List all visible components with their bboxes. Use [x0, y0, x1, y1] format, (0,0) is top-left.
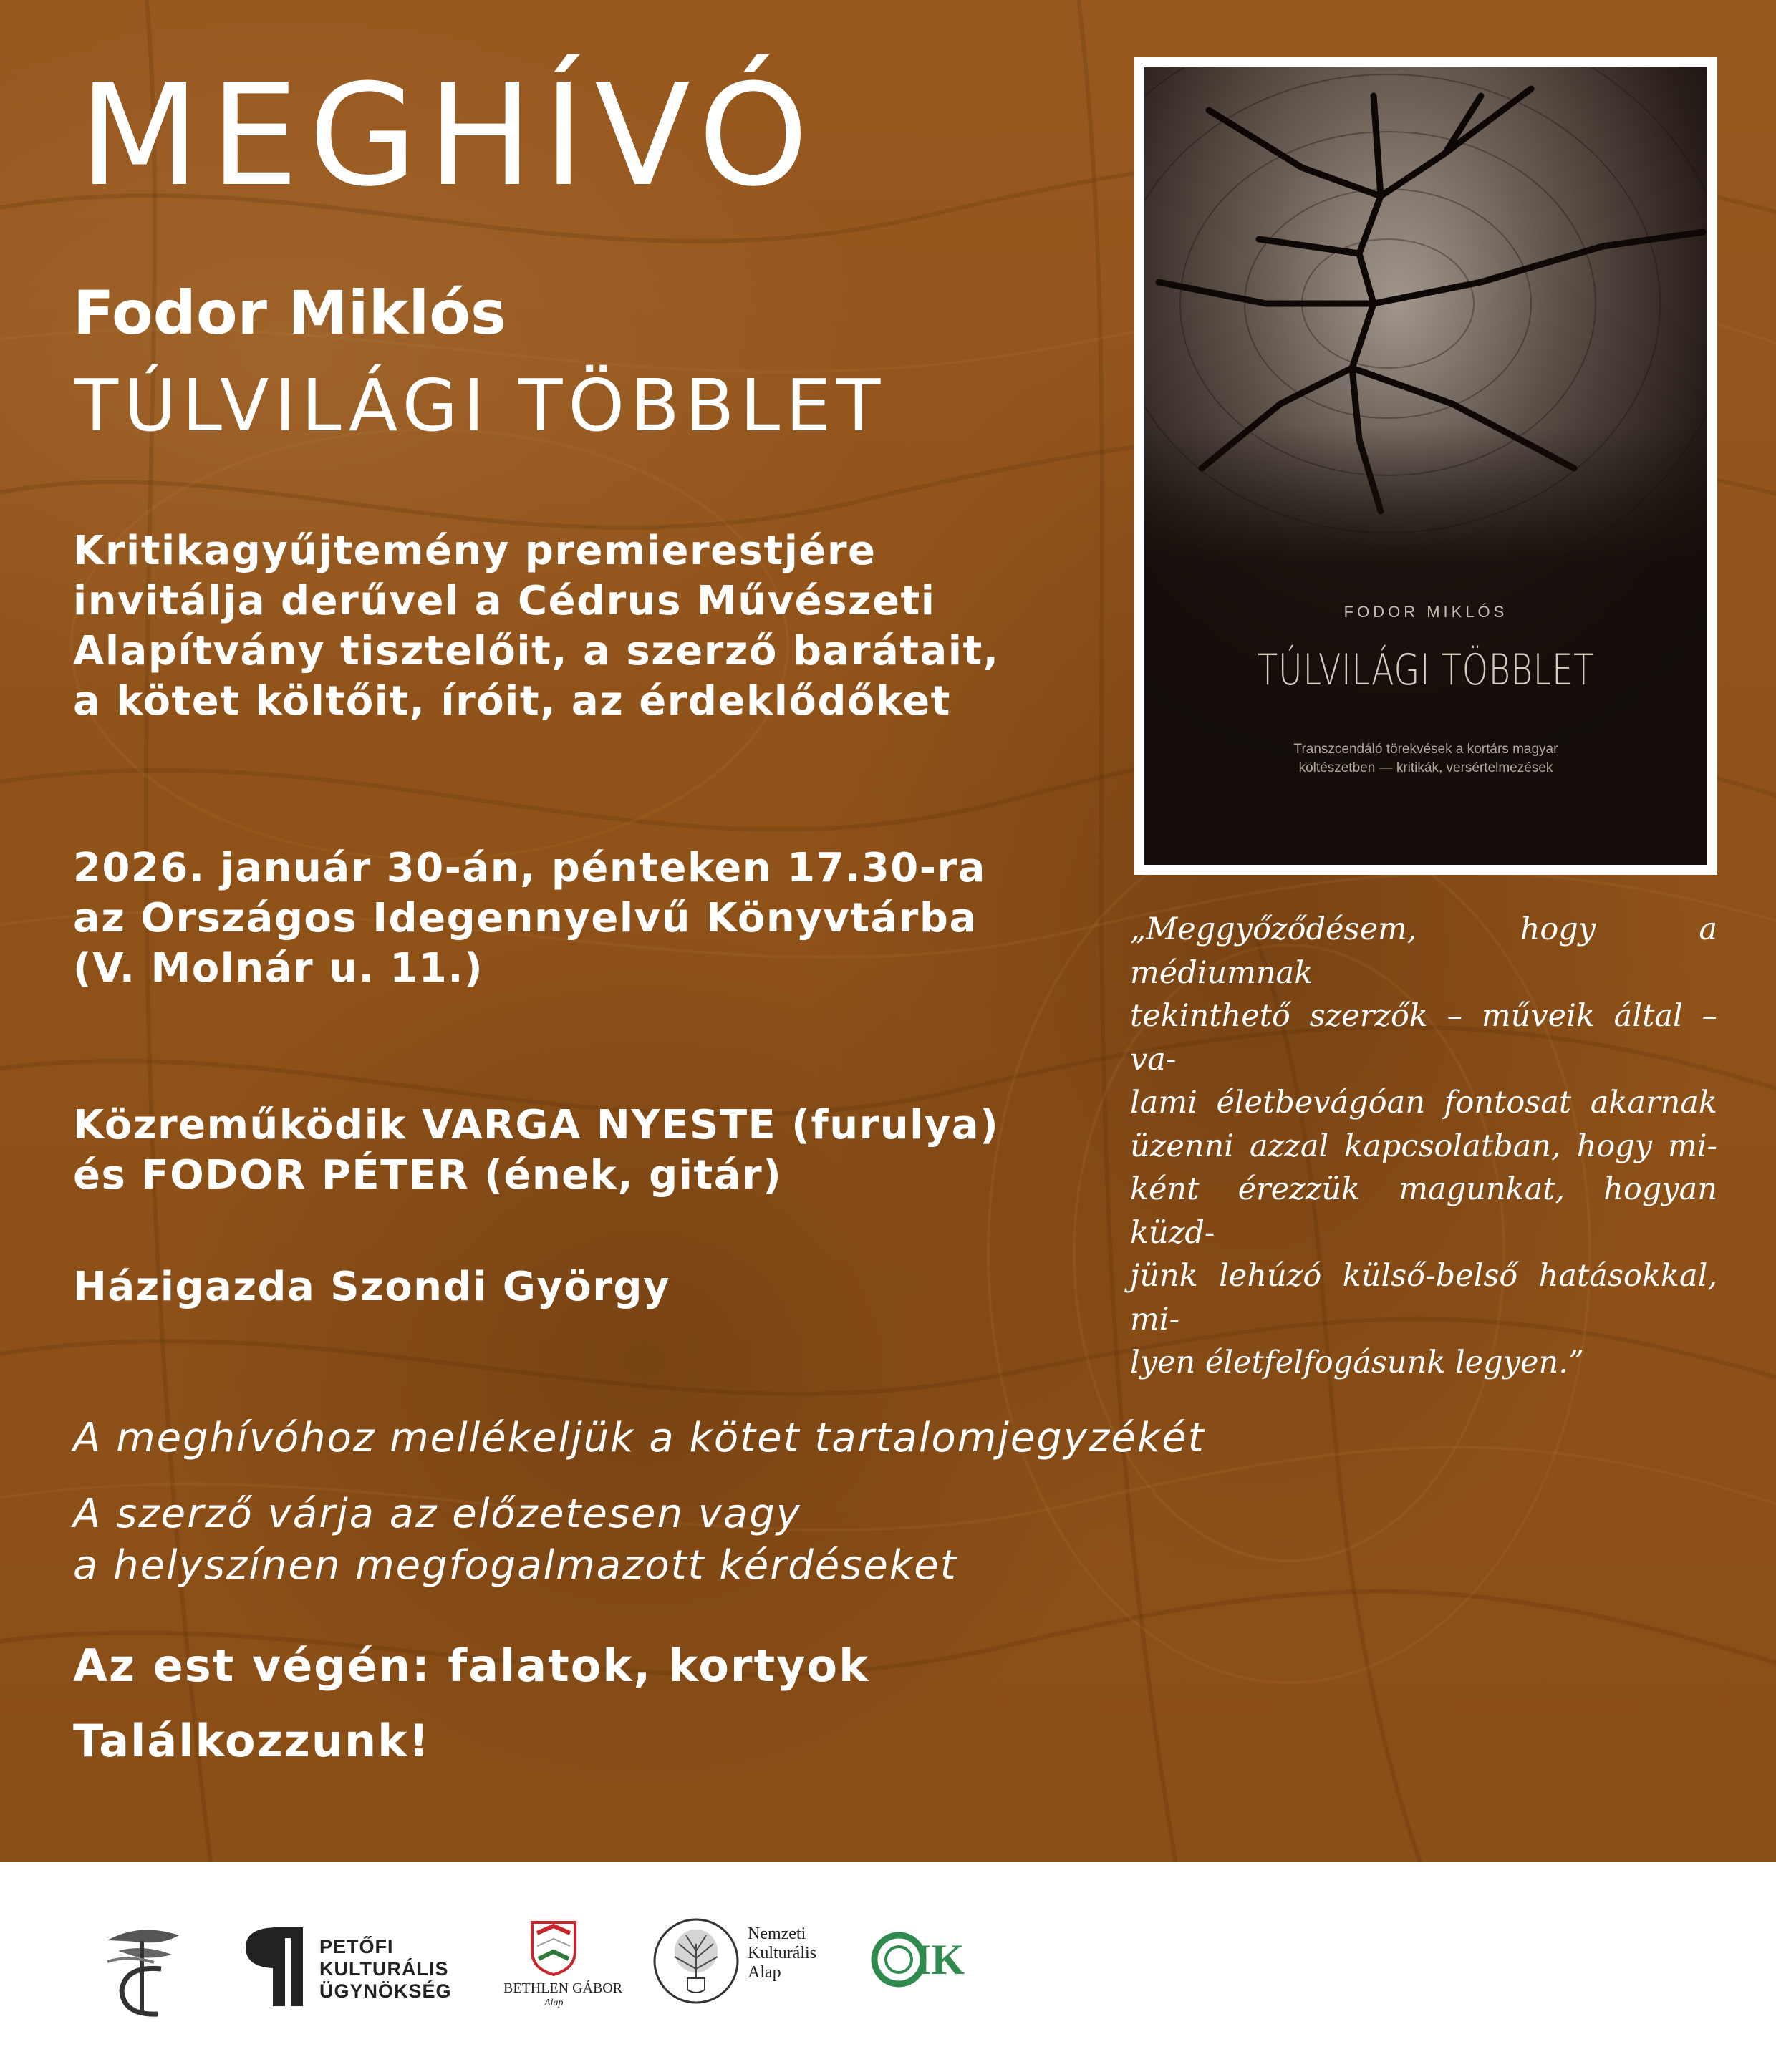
- nka-tree-emblem: [650, 1915, 742, 2007]
- cover-title: TÚLVILÁGI TÖBBLET: [1258, 645, 1696, 695]
- invitation-text: [73, 526, 1000, 727]
- quote-line: lami életbevágóan fontosat akarnak: [1130, 1085, 1717, 1120]
- cover-author: FODOR MIKLÓS: [1343, 603, 1508, 621]
- author-quote: [1130, 908, 1717, 1385]
- date-line: 2026. január 30-án, pénteken 17.30-ra: [73, 845, 986, 891]
- performer-line: és FODOR PÉTER (ének, gitár): [73, 1152, 783, 1199]
- nka-line: Nemzeti: [748, 1925, 806, 1943]
- petofi-line: KULTURÁLIS: [319, 1958, 449, 1980]
- nka-logo-text: [748, 1925, 816, 1983]
- questions-line: A szerző várja az előzetesen vagy: [73, 1491, 801, 1537]
- petofi-line: PETŐFI: [319, 1936, 394, 1957]
- quote-line: jünk lehúzó külső-belső hatásokkal, mi-: [1130, 1258, 1717, 1337]
- book-cover: [1134, 57, 1717, 875]
- bethlen-sub: Alap: [544, 1998, 564, 2008]
- invitation-line: Alapítvány tisztelőit, a szerző barátait,: [73, 628, 1000, 674]
- book-cover-art: [1144, 67, 1707, 865]
- invitation-line: Kritikagyűjtemény premierestjére: [73, 528, 877, 574]
- cover-subtitle-line: Transzcendáló törekvések a kortárs magyar: [1293, 742, 1558, 757]
- oik-text: IK: [914, 1936, 965, 1983]
- invitation-line: invitálja derűvel a Cédrus Művészeti: [73, 578, 936, 624]
- sponsor-logos-bar: [0, 1862, 1776, 2072]
- quote-line: ként érezzük magunkat, hogyan küzd-: [1130, 1171, 1717, 1251]
- invitation-line: a kötet költőit, íróit, az érdeklődőket: [73, 678, 951, 725]
- petofi-line: ÜGYNÖKSÉG: [319, 1980, 452, 2002]
- quote-line: tekinthető szerzők – műveik által – va-: [1130, 998, 1717, 1078]
- venue-line: az Országos Idegennyelvű Könyvtárba: [73, 895, 978, 941]
- bethlen-name: BETHLEN GÁBOR: [503, 1980, 623, 1996]
- quote-line: „Meggyőződésem, hogy a médiumnak: [1130, 911, 1717, 991]
- performers: [73, 1100, 999, 1201]
- oik-logo: [870, 1930, 992, 1990]
- quote-line: lyen életfelfogásunk legyen.”: [1130, 1345, 1584, 1380]
- attachment-note: A meghívóhoz mellékeljük a kötet tartalomjegyzékét: [73, 1415, 1205, 1461]
- petofi-pilcrow-icon: [242, 1924, 307, 2010]
- bethlen-shield-icon: [529, 1919, 579, 1976]
- address-line: (V. Molnár u. 11.): [73, 945, 484, 992]
- page-title: MEGHÍVÓ: [79, 54, 819, 218]
- book-title: TÚLVILÁGI TÖBBLET: [74, 364, 887, 447]
- nka-line: Alap: [748, 1963, 781, 1982]
- performer-line: Közreműködik VARGA NYESTE (furulya): [73, 1102, 1000, 1148]
- nka-line: Kulturális: [748, 1944, 816, 1962]
- questions-line: a helyszínen megfogalmazott kérdéseket: [73, 1542, 957, 1589]
- event-date-location: [73, 843, 986, 994]
- questions-note: [73, 1488, 957, 1592]
- petofi-logo-text: [319, 1936, 452, 2003]
- author-name: Fodor Miklós: [73, 278, 506, 348]
- cedrus-logo: [86, 1915, 193, 2023]
- cover-subtitle-line: költészetben — kritikák, versértelmezések: [1298, 760, 1553, 775]
- host: Házigazda Szondi György: [73, 1264, 670, 1310]
- end-note: Az est végén: falatok, kortyok: [73, 1640, 870, 1692]
- quote-line: üzenni azzal kapcsolatban, hogy mi-: [1130, 1128, 1717, 1164]
- closing-line: Találkozzunk!: [73, 1715, 430, 1767]
